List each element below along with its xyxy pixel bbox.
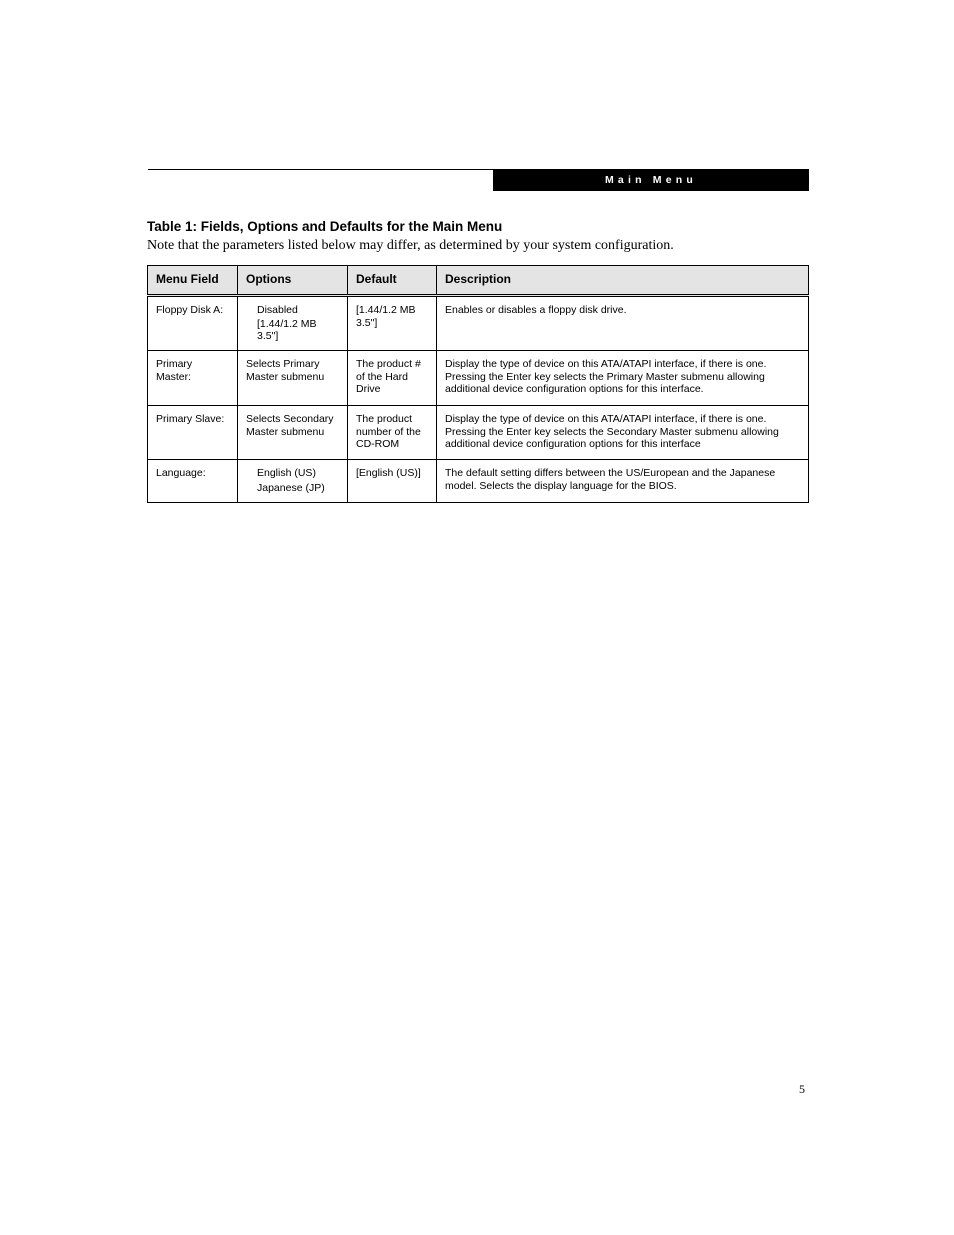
table-title: Table 1: Fields, Options and Defaults for the Main Menu: [147, 219, 503, 234]
cell-menu-field: Language:: [148, 460, 238, 503]
cell-menu-field: Primary Slave:: [148, 406, 238, 460]
table-note: Note that the parameters listed below may differ, as determined by your system configuration.: [147, 238, 674, 253]
option-item: Japanese (JP): [257, 481, 325, 494]
table-row: [148, 296, 809, 351]
header-rule: [148, 169, 494, 170]
cell-description: The default setting differs between the US/European and the Japanese model. Selects the display language for the BIOS.: [437, 460, 809, 503]
cell-menu-field: Floppy Disk A:: [148, 296, 238, 351]
option-item: Disabled: [257, 304, 298, 316]
cell-default: [1.44/1.2 MB 3.5"]: [348, 296, 437, 351]
cell-menu-field: Primary Master:: [148, 351, 238, 406]
cell-default: [English (US)]: [348, 460, 437, 503]
cell-default: The product # of the Hard Drive: [348, 351, 437, 406]
cell-description: Display the type of device on this ATA/ATAPI interface, if there is one. Pressing the Enter key selects the Primary Master submenu allowing additional device configuration options for this interface.: [437, 351, 809, 406]
cell-description: Enables or disables a floppy disk drive.: [437, 296, 809, 351]
cell-description: Display the type of device on this ATA/ATAPI interface, if there is one. Pressing the Enter key selects the Secondary Master submenu allowing additional device configuration options for this interface: [437, 406, 809, 460]
page-number: 5: [799, 1082, 805, 1096]
column-header-description: Description: [437, 266, 809, 296]
table-row: [148, 351, 809, 406]
cell-default: The product number of the CD-ROM: [348, 406, 437, 460]
table-row: [148, 460, 809, 503]
column-header-default: Default: [348, 266, 437, 296]
cell-options: [238, 296, 348, 351]
table-row: [148, 406, 809, 460]
table-header-row: [148, 266, 809, 296]
cell-options: [238, 460, 348, 503]
column-header-options: Options: [238, 266, 348, 296]
section-header-bar: Main Menu: [493, 169, 809, 191]
cell-options: Selects Primary Master submenu: [238, 351, 348, 406]
cell-options: Selects Secondary Master submenu: [238, 406, 348, 460]
option-item: English (US): [257, 467, 316, 479]
option-item: [1.44/1.2 MB 3.5"]: [257, 317, 317, 342]
main-menu-table: [147, 265, 809, 503]
column-header-menu-field: Menu Field: [148, 266, 238, 296]
